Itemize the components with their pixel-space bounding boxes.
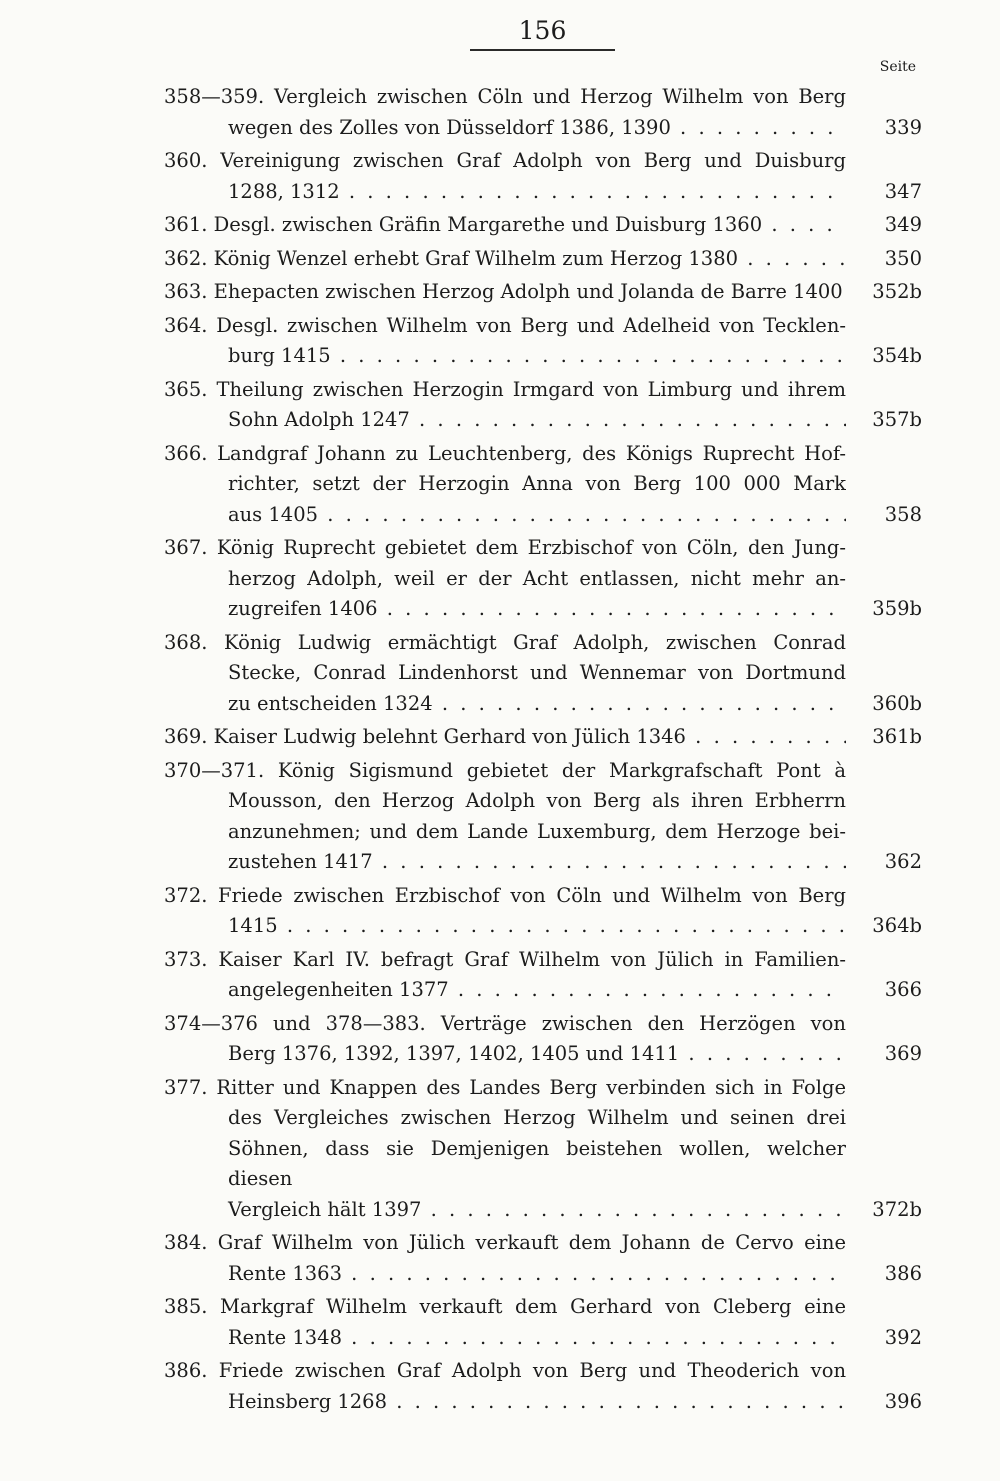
toc-entry-line: 368. König Ludwig ermächtigt Graf Adolph, zwischen Conrad <box>164 630 846 654</box>
toc-entry-page-number: 369 <box>884 1042 922 1065</box>
toc-entry <box>164 1292 922 1353</box>
toc-entry-line: Sohn Adolph 1247 . . . <box>164 405 846 436</box>
toc-entry-page-number: 350 <box>884 246 922 270</box>
toc-entry-page-number: 386 <box>884 1261 922 1285</box>
toc-entry-line: 1288, 1312 . . . <box>164 177 846 208</box>
toc-entry-line: 360. Vereinigung zwischen Graf Adolph von Berg und Duisburg <box>164 149 846 172</box>
toc-entry <box>164 628 922 720</box>
toc-entry-page-number: 339 <box>884 115 922 139</box>
toc-entry-page-number: 392 <box>884 1325 922 1349</box>
toc-entry-line: 374—376 und 378—383. Verträge zwischen den Herzögen von <box>164 1011 846 1035</box>
toc-entry <box>164 756 922 878</box>
toc-entry-page-number: 364b <box>872 914 922 937</box>
toc-entry <box>164 945 922 1006</box>
page-number: 156 <box>518 16 567 45</box>
toc-entry <box>164 244 922 275</box>
toc-entry-line: zu entscheiden 1324 . . . <box>164 689 846 720</box>
toc-entry-line: anzunehmen; und dem Lande Luxemburg, dem Herzoge bei- <box>228 819 846 843</box>
toc-entry-line: 372. Friede zwischen Erzbischof von Cöln und Wilhelm von Berg <box>164 883 846 907</box>
toc-entry <box>164 375 922 436</box>
toc-entry-page-number: 349 <box>884 213 922 236</box>
toc-entry-line: aus 1405 . . . <box>164 500 846 531</box>
toc-entry-line: des Vergleiches zwischen Herzog Wilhelm und seinen drei <box>228 1106 846 1129</box>
toc-entry <box>164 722 922 753</box>
toc-entry-line: 370—371. König Sigismund gebietet der Markgrafschaft Pont à <box>164 758 846 782</box>
toc-entry-line: 385. Markgraf Wilhelm verkauft dem Gerhard von Cleberg eine <box>164 1295 846 1318</box>
toc-entry-line: 386. Friede zwischen Graf Adolph von Berg und Theoderich von <box>164 1359 846 1382</box>
toc-entry-line: 367. König Ruprecht gebietet dem Erzbischof von Cöln, den Jung- <box>164 536 846 559</box>
toc-entry <box>164 277 922 308</box>
column-header-seite: Seite <box>879 59 916 75</box>
toc-entry-line: 365. Theilung zwischen Herzogin Irmgard von Limburg und ihrem <box>164 377 846 401</box>
toc-entry-line: Vergleich hält 1397 . . . <box>164 1195 846 1226</box>
toc-entry-page-number: 357b <box>872 408 922 431</box>
toc-entry-line: 362. König Wenzel erhebt Graf Wilhelm zum Herzog 1380 . . . <box>164 244 846 275</box>
toc-entry-line: 358—359. Vergleich zwischen Cöln und Herzog Wilhelm von Berg <box>164 85 846 108</box>
toc-entry <box>164 533 922 625</box>
toc-entry-line: wegen des Zolles von Düsseldorf 1386, 1390 . . . <box>164 113 846 144</box>
toc-entry-line: Mousson, den Herzog Adolph von Berg als ihren Erbherrn <box>228 789 846 812</box>
toc-entry-line: richter, setzt der Herzogin Anna von Berg 100 000 Mark <box>228 472 846 495</box>
page-number-rule <box>470 49 615 51</box>
toc-entry-page-number: 366 <box>884 978 922 1001</box>
toc-entry-line: Stecke, Conrad Lindenhorst und Wennemar von Dortmund <box>228 661 846 684</box>
toc-entry-line: 363. Ehepacten zwischen Herzog Adolph und Jolanda de Barre 1400 . . . <box>164 277 846 308</box>
toc-entry-line: 377. Ritter und Knappen des Landes Berg verbinden sich in Folge <box>164 1075 846 1099</box>
toc-entry <box>164 881 922 942</box>
toc-entry-page-number: 359b <box>872 597 922 620</box>
toc-entry-page-number: 354b <box>872 344 922 367</box>
toc-entry-line: 369. Kaiser Ludwig belehnt Gerhard von Jülich 1346 . . . <box>164 722 846 753</box>
toc-entry <box>164 210 922 241</box>
toc-entry <box>164 1073 922 1226</box>
toc-entry <box>164 82 922 143</box>
toc-entry-page-number: 360b <box>872 691 922 715</box>
toc-entry <box>164 1009 922 1070</box>
toc-entry-line: 364. Desgl. zwischen Wilhelm von Berg und Adelheid von Tecklen- <box>164 313 846 337</box>
toc-entry-line: Berg 1376, 1392, 1397, 1402, 1405 und 1411 . . . <box>164 1039 846 1070</box>
toc-entry-line: Heinsberg 1268 . . . <box>164 1387 846 1418</box>
toc-entry-line: zugreifen 1406 . . . <box>164 594 846 625</box>
toc-entry-line: herzog Adolph, weil er der Acht entlassen, nicht mehr an- <box>228 566 846 590</box>
toc-entry <box>164 311 922 372</box>
toc-entry-page-number: 361b <box>872 725 922 748</box>
toc-entry-line: 361. Desgl. zwischen Gräfin Margarethe und Duisburg 1360 . . . <box>164 210 846 241</box>
toc-entry-page-number: 372b <box>872 1197 922 1221</box>
toc-entry-page-number: 362 <box>884 850 922 873</box>
toc-entry-line: Söhnen, dass sie Demjenigen beistehen wollen, welcher diesen <box>228 1136 846 1190</box>
toc-entry-line: Rente 1363 . . . <box>164 1259 846 1290</box>
table-of-contents <box>164 82 922 1417</box>
toc-entry-page-number: 358 <box>884 502 922 526</box>
toc-entry <box>164 1228 922 1289</box>
toc-entry-line: zustehen 1417 . . . <box>164 847 846 878</box>
toc-entry <box>164 146 922 207</box>
toc-entry-page-number: 352b <box>872 280 922 303</box>
toc-entry-line: Rente 1348 . . . <box>164 1323 846 1354</box>
toc-entry-page-number: 347 <box>884 179 922 203</box>
toc-entry-line: 384. Graf Wilhelm von Jülich verkauft dem Johann de Cervo eine <box>164 1231 846 1254</box>
toc-entry-line: angelegenheiten 1377 . . . <box>164 975 846 1006</box>
toc-entry <box>164 1356 922 1417</box>
toc-entry <box>164 439 922 531</box>
toc-entry-line: 1415 . . . <box>164 911 846 942</box>
toc-entry-page-number: 396 <box>884 1389 922 1413</box>
toc-entry-line: 373. Kaiser Karl IV. befragt Graf Wilhelm von Jülich in Familien- <box>164 947 846 971</box>
toc-entry-line: burg 1415 . . . <box>164 341 846 372</box>
toc-entry-line: 366. Landgraf Johann zu Leuchtenberg, des Königs Ruprecht Hof- <box>164 441 846 465</box>
